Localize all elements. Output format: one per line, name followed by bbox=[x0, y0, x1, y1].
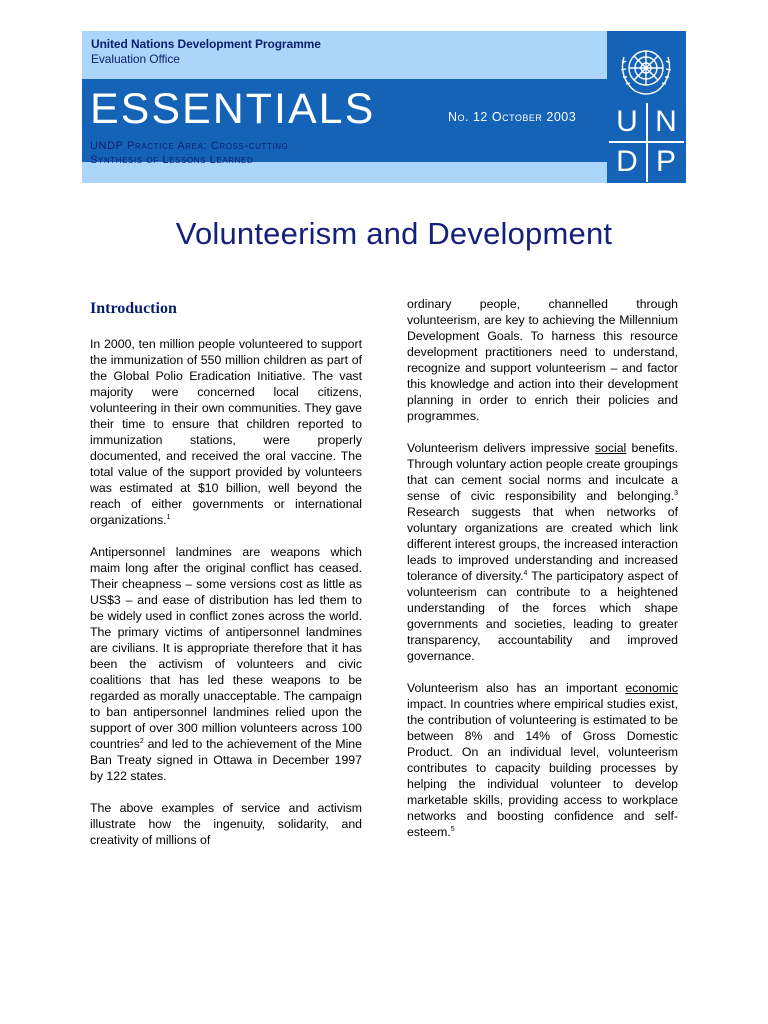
undp-letter-grid bbox=[609, 103, 684, 182]
paragraph-text: Research suggests that when networks of voluntary organizations are created which link different interest groups, the increased interaction leads to improved understanding and increased tolerance of diversity. bbox=[407, 505, 678, 583]
underlined-term: economic bbox=[625, 681, 678, 695]
paragraph-4 bbox=[407, 296, 678, 424]
header-banner bbox=[82, 31, 686, 183]
paragraph-3 bbox=[90, 800, 362, 848]
footnote-ref: 5 bbox=[450, 825, 455, 833]
logo-letter-u: U bbox=[609, 103, 645, 141]
paragraph-text: benefits. Through voluntary action people create groupings that can cement social norms and inculcate a sense of civic responsibility and belonging. bbox=[407, 441, 678, 503]
paragraph-6 bbox=[407, 680, 678, 840]
paragraph-1 bbox=[90, 336, 362, 528]
footnote-ref: 1 bbox=[166, 513, 171, 521]
un-emblem-icon bbox=[615, 39, 677, 101]
logo-letter-n: N bbox=[648, 103, 684, 141]
paragraph-text: Antipersonnel landmines are weapons which maim long after the original conflict has ceased. Their cheapness – some versions cost as little as US$3 – and ease of distribution has led them to be widely used in conflict zones across the world. The primary victims of antipersonnel landmines are civilians. It is appropriate therefore that it has been the activism of volunteers and civic coalitions that has led these weapons to be regarded as morally unacceptable. The campaign to ban antipersonnel landmines relied upon the support of over 300 million volunteers across 100 countries bbox=[90, 545, 362, 751]
right-column bbox=[407, 296, 678, 856]
document-title: Volunteerism and Development bbox=[175, 216, 613, 251]
series-title: ESSENTIALS bbox=[90, 85, 376, 133]
practice-line-2: Synthesis of Lessons Learned bbox=[90, 154, 254, 166]
header-text-area bbox=[82, 31, 607, 183]
org-block bbox=[82, 31, 607, 79]
logo-letter-d: D bbox=[609, 143, 645, 181]
paragraph-text: The above examples of service and activism illustrate how the ingenuity, solidarity, and creativity of millions of bbox=[90, 801, 362, 847]
section-heading: Introduction bbox=[90, 300, 177, 317]
footnote-ref: 2 bbox=[139, 737, 144, 745]
left-column bbox=[90, 300, 362, 864]
footnote-ref: 4 bbox=[523, 569, 528, 577]
paragraph-text: ordinary people, channelled through volunteerism, are key to achieving the Millennium Development Goals. To harness this resource development practitioners need to understand, recognize and support volunteerism – and factor this knowledge and action into their development planning in order to enrich their policies and programmes. bbox=[407, 297, 678, 423]
org-name: United Nations Development Programme bbox=[91, 37, 321, 51]
paragraph-text: In 2000, ten million people volunteered to support the immunization of 550 million children as part of the Global Polio Eradication Initiative. The vast majority were concerned local citizens, volunteering in their own communities. They gave their time to ensure that children reported to immunization stations, were properly documented, and received the oral vaccine. The total value of the support provided by volunteers was estimated at $10 billion, well beyond the reach of either governments or international organizations. bbox=[90, 337, 362, 527]
office-name: Evaluation Office bbox=[91, 52, 180, 66]
practice-line-1: UNDP Practice Area: Cross-cutting bbox=[90, 140, 289, 152]
undp-logo bbox=[607, 31, 686, 183]
issue-label: No. 12 October 2003 bbox=[448, 110, 577, 124]
logo-divider-v bbox=[646, 103, 648, 182]
practice-area bbox=[90, 139, 288, 167]
paragraph-2 bbox=[90, 544, 362, 784]
paragraph-text: Volunteerism delivers impressive bbox=[407, 441, 595, 455]
paragraph-text: impact. In countries where empirical studies exist, the contribution of volunteering is estimated to be between 8% and 14% of Gross Domestic Product. On an individual level, volunteerism contributes to capacity building processes by helping the individual volunteer to develop marketable skills, providing access to workplace networks and boosting confidence and self-esteem. bbox=[407, 697, 678, 839]
paragraph-text: Volunteerism also has an important bbox=[407, 681, 626, 695]
paragraph-text: The participatory aspect of volunteerism can contribute to a heightened understanding of the forces which shape governments and societies, leading to greater transparency, accountability and improved governance. bbox=[407, 569, 678, 663]
footnote-ref: 3 bbox=[674, 489, 678, 497]
paragraph-5 bbox=[407, 440, 678, 664]
paragraph-text: and led to the achievement of the Mine Ban Treaty signed in Ottawa in December 1997 by 122 states. bbox=[90, 737, 362, 783]
underlined-term: social bbox=[594, 441, 627, 455]
logo-letter-p: P bbox=[648, 143, 684, 181]
